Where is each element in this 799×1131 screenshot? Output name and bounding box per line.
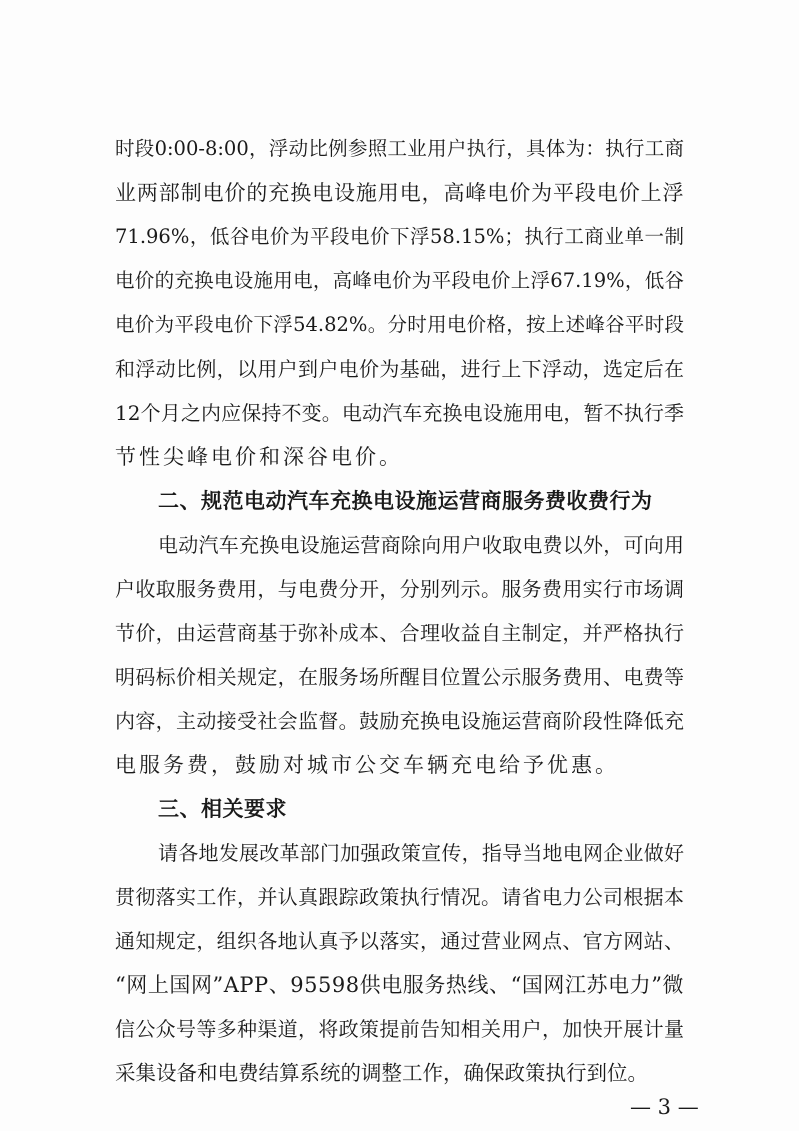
paragraph-3-line-6: 采集设备和电费结算系统的调整工作，确保政策执行到位。 xyxy=(115,1061,648,1085)
paragraph-2-line-6: 电服务费，鼓励对城市公交车辆充电给予优惠。 xyxy=(115,753,619,777)
paragraph-3-line-2: 贯彻落实工作，并认真跟踪政策执行情况。请省电力公司根据本 xyxy=(115,885,684,909)
paragraph-1-line-2: 业两部制电价的充换电设施用电，高峰电价为平段电价上浮 xyxy=(115,181,684,205)
paragraph-3-line-3: 通知规定，组织各地认真予以落实，通过营业网点、官方网站、 xyxy=(115,929,684,953)
paragraph-1-line-5: 电价为平段电价下浮54.82%。分时用电价格，按上述峰谷平时段 xyxy=(115,313,684,336)
section-heading-3: 三、相关要求 xyxy=(158,797,287,821)
paragraph-3-line-5: 信公众号等多种渠道，将政策提前告知相关用户，加快开展计量 xyxy=(115,1017,684,1041)
paragraph-2-line-5: 内容，主动接受社会监督。鼓励充换电设施运营商阶段性降低充 xyxy=(115,709,684,733)
paragraph-2-line-3: 节价，由运营商基于弥补成本、合理收益自主制定，并严格执行 xyxy=(115,621,684,645)
paragraph-3-line-1: 请各地发展改革部门加强政策宣传，指导当地电网企业做好 xyxy=(158,841,684,865)
paragraph-1-line-7: 12个月之内应保持不变。电动汽车充换电设施用电，暂不执行季 xyxy=(115,401,684,425)
paragraph-2-line-1: 电动汽车充换电设施运营商除向用户收取电费以外，可向用 xyxy=(158,533,684,557)
paragraph-1-line-6: 和浮动比例，以用户到户电价为基础，进行上下浮动，选定后在 xyxy=(115,357,684,381)
paragraph-2-line-2: 户收取服务费用，与电费分开，分别列示。服务费用实行市场调 xyxy=(115,577,684,601)
paragraph-3-line-4: “网上国网”APP、95598供电服务热线、“国网江苏电力”微 xyxy=(115,973,684,997)
paragraph-1-line-8: 节性尖峰电价和深谷电价。 xyxy=(115,445,403,469)
paragraph-2-line-4: 明码标价相关规定，在服务场所醒目位置公示服务费用、电费等 xyxy=(115,665,684,689)
paragraph-1-line-3: 71.96%，低谷电价为平段电价下浮58.15%；执行工商业单一制 xyxy=(115,225,684,248)
paragraph-1-line-4: 电价的充换电设施用电，高峰电价为平段电价上浮67.19%，低谷 xyxy=(115,269,684,292)
section-heading-2: 二、规范电动汽车充换电设施运营商服务费收费行为 xyxy=(158,489,653,513)
page-number: — 3 — xyxy=(630,1095,699,1119)
paragraph-1-line-1: 时段0:00-8:00，浮动比例参照工业用户执行，具体为：执行工商 xyxy=(115,137,684,160)
